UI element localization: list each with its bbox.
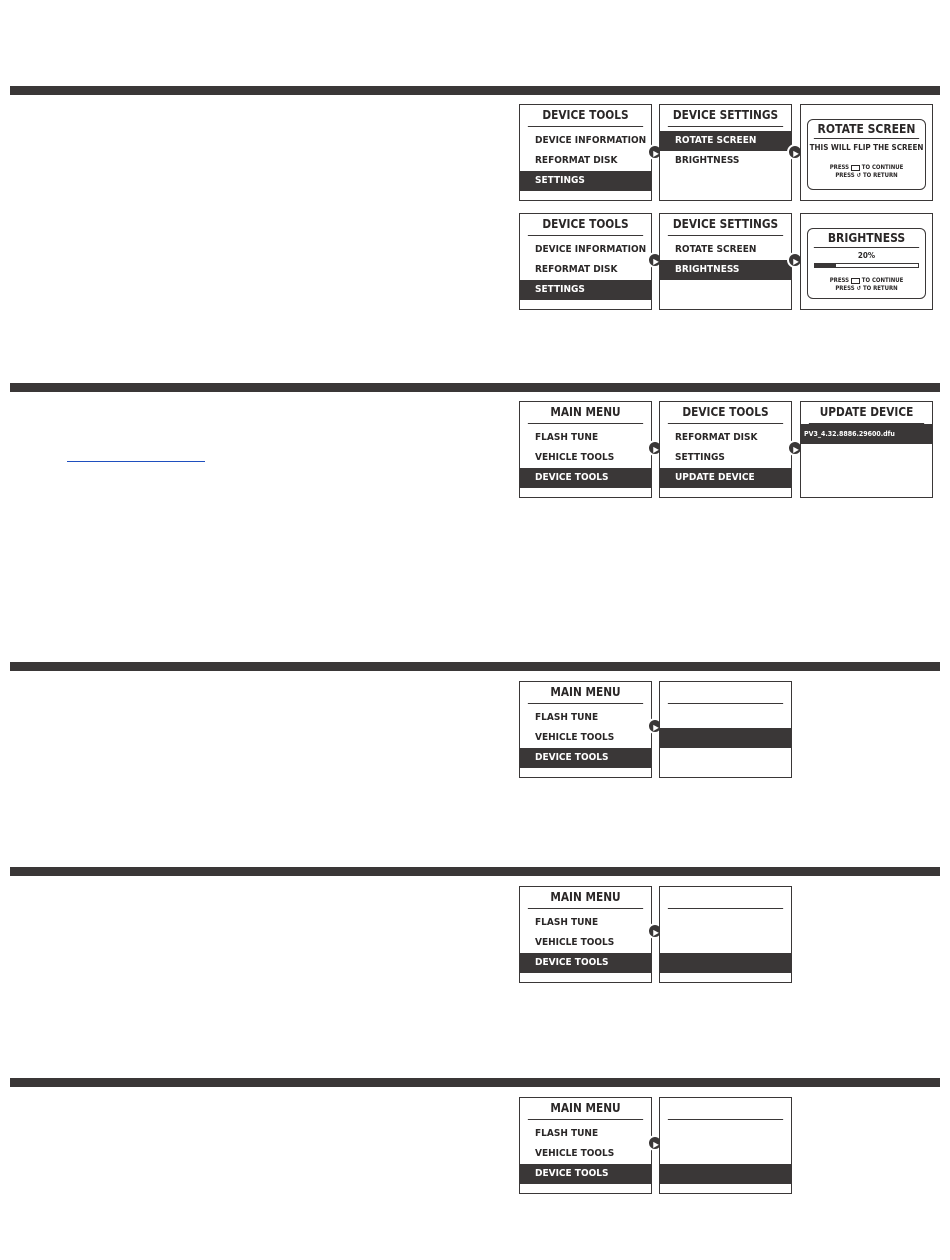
menu-item-brightness[interactable]: BRIGHTNESS — [660, 260, 791, 280]
chevron-right-icon: ▶ — [647, 718, 663, 734]
menu-item-device-information[interactable]: DEVICE INFORMATION — [535, 244, 647, 255]
menu-item-vehicle-tools[interactable]: VEHICLE TOOLS — [535, 732, 615, 743]
menu-item-update-device[interactable]: UPDATE DEVICE — [660, 468, 791, 488]
menu-item-settings[interactable]: SETTINGS — [520, 171, 651, 191]
device-settings-screen — [659, 104, 792, 201]
screen-title: DEVICE TOOLS — [528, 214, 643, 236]
screen-title: DEVICE SETTINGS — [668, 105, 783, 127]
menu-item-reformat-disk[interactable]: REFORMAT DISK — [675, 432, 758, 443]
chevron-right-icon: ▶ — [647, 440, 663, 456]
menu-item-device-tools[interactable]: DEVICE TOOLS — [520, 748, 651, 768]
brightness-value: 20% — [857, 251, 876, 260]
menu-item-blank[interactable] — [660, 708, 791, 728]
chevron-right-icon: ▶ — [647, 252, 663, 268]
screen-title — [668, 1098, 783, 1120]
brightness-slider-fill — [815, 264, 836, 267]
menu-item-rotate-screen[interactable]: ROTATE SCREEN — [675, 244, 757, 255]
menu-item-vehicle-tools[interactable]: VEHICLE TOOLS — [535, 937, 615, 948]
main-menu-screen — [519, 1097, 652, 1194]
menu-item-vehicle-tools[interactable]: VEHICLE TOOLS — [535, 452, 615, 463]
main-menu-screen — [519, 681, 652, 778]
menu-item-blank[interactable] — [660, 913, 791, 933]
menu-item-blank[interactable] — [660, 748, 791, 768]
chevron-right-icon: ▶ — [787, 252, 803, 268]
device-tools-screen — [519, 213, 652, 310]
screen-title: MAIN MENU — [528, 1098, 643, 1120]
chevron-right-icon: ▶ — [787, 144, 803, 160]
menu-item-device-tools[interactable]: DEVICE TOOLS — [520, 1164, 651, 1184]
menu-item-flash-tune[interactable]: FLASH TUNE — [535, 1128, 599, 1139]
continue-instruction: PRESS TO CONTINUE — [829, 164, 904, 171]
main-menu-screen — [519, 886, 652, 983]
menu-item-settings[interactable]: SETTINGS — [675, 452, 725, 463]
rotate-screen-dialog — [800, 104, 933, 201]
screen-title — [668, 887, 783, 909]
chevron-right-icon: ▶ — [787, 440, 803, 456]
submenu-screen — [659, 1097, 792, 1194]
menu-item-blank-selected[interactable] — [660, 1164, 791, 1184]
screen-title — [668, 682, 783, 704]
enter-button-icon — [851, 278, 860, 284]
hyperlink-underline[interactable] — [67, 461, 205, 462]
chevron-right-icon: ▶ — [647, 1135, 663, 1151]
screen-title: MAIN MENU — [528, 682, 643, 704]
screen-title: DEVICE TOOLS — [668, 402, 783, 424]
menu-item-blank[interactable] — [660, 933, 791, 953]
continue-instruction: PRESS TO CONTINUE — [829, 277, 904, 284]
dialog-title: BRIGHTNESS — [814, 229, 919, 248]
chevron-right-icon: ▶ — [647, 923, 663, 939]
device-settings-screen — [659, 213, 792, 310]
brightness-dialog — [800, 213, 933, 310]
dialog-title: ROTATE SCREEN — [814, 120, 919, 139]
section-divider-4 — [10, 867, 940, 876]
screen-title: MAIN MENU — [528, 402, 643, 424]
screen-title: MAIN MENU — [528, 887, 643, 909]
chevron-right-icon: ▶ — [647, 144, 663, 160]
submenu-screen — [659, 886, 792, 983]
menu-item-flash-tune[interactable]: FLASH TUNE — [535, 917, 599, 928]
firmware-file-item[interactable]: PV3_4.32.8886.29600.dfu — [801, 424, 932, 444]
menu-item-reformat-disk[interactable]: REFORMAT DISK — [535, 155, 618, 166]
brightness-slider[interactable] — [814, 263, 919, 268]
menu-item-blank-selected[interactable] — [660, 728, 791, 748]
screen-title: DEVICE SETTINGS — [668, 214, 783, 236]
section-divider-2 — [10, 383, 940, 392]
back-button-icon: ↺ — [856, 285, 862, 292]
return-instruction: PRESS ↺ TO RETURN — [835, 172, 898, 179]
menu-item-blank[interactable] — [660, 1144, 791, 1164]
menu-item-brightness[interactable]: BRIGHTNESS — [675, 155, 740, 166]
menu-item-device-tools[interactable]: DEVICE TOOLS — [520, 953, 651, 973]
main-menu-screen — [519, 401, 652, 498]
menu-item-blank[interactable] — [660, 1124, 791, 1144]
enter-button-icon — [851, 165, 860, 171]
menu-item-rotate-screen[interactable]: ROTATE SCREEN — [660, 131, 791, 151]
section-divider-1 — [10, 86, 940, 95]
dialog-message: THIS WILL FLIP THE SCREEN — [809, 143, 924, 152]
menu-item-blank-selected[interactable] — [660, 953, 791, 973]
menu-item-flash-tune[interactable]: FLASH TUNE — [535, 712, 599, 723]
back-button-icon: ↺ — [856, 172, 862, 179]
menu-item-device-information[interactable]: DEVICE INFORMATION — [535, 135, 647, 146]
menu-item-device-tools[interactable]: DEVICE TOOLS — [520, 468, 651, 488]
menu-item-reformat-disk[interactable]: REFORMAT DISK — [535, 264, 618, 275]
menu-item-flash-tune[interactable]: FLASH TUNE — [535, 432, 599, 443]
menu-item-settings[interactable]: SETTINGS — [520, 280, 651, 300]
menu-item-vehicle-tools[interactable]: VEHICLE TOOLS — [535, 1148, 615, 1159]
screen-title: DEVICE TOOLS — [528, 105, 643, 127]
return-instruction: PRESS ↺ TO RETURN — [835, 285, 898, 292]
section-divider-3 — [10, 662, 940, 671]
device-tools-screen — [659, 401, 792, 498]
submenu-screen — [659, 681, 792, 778]
update-device-screen — [800, 401, 933, 498]
screen-title: UPDATE DEVICE — [809, 402, 924, 424]
section-divider-5 — [10, 1078, 940, 1087]
device-tools-screen — [519, 104, 652, 201]
